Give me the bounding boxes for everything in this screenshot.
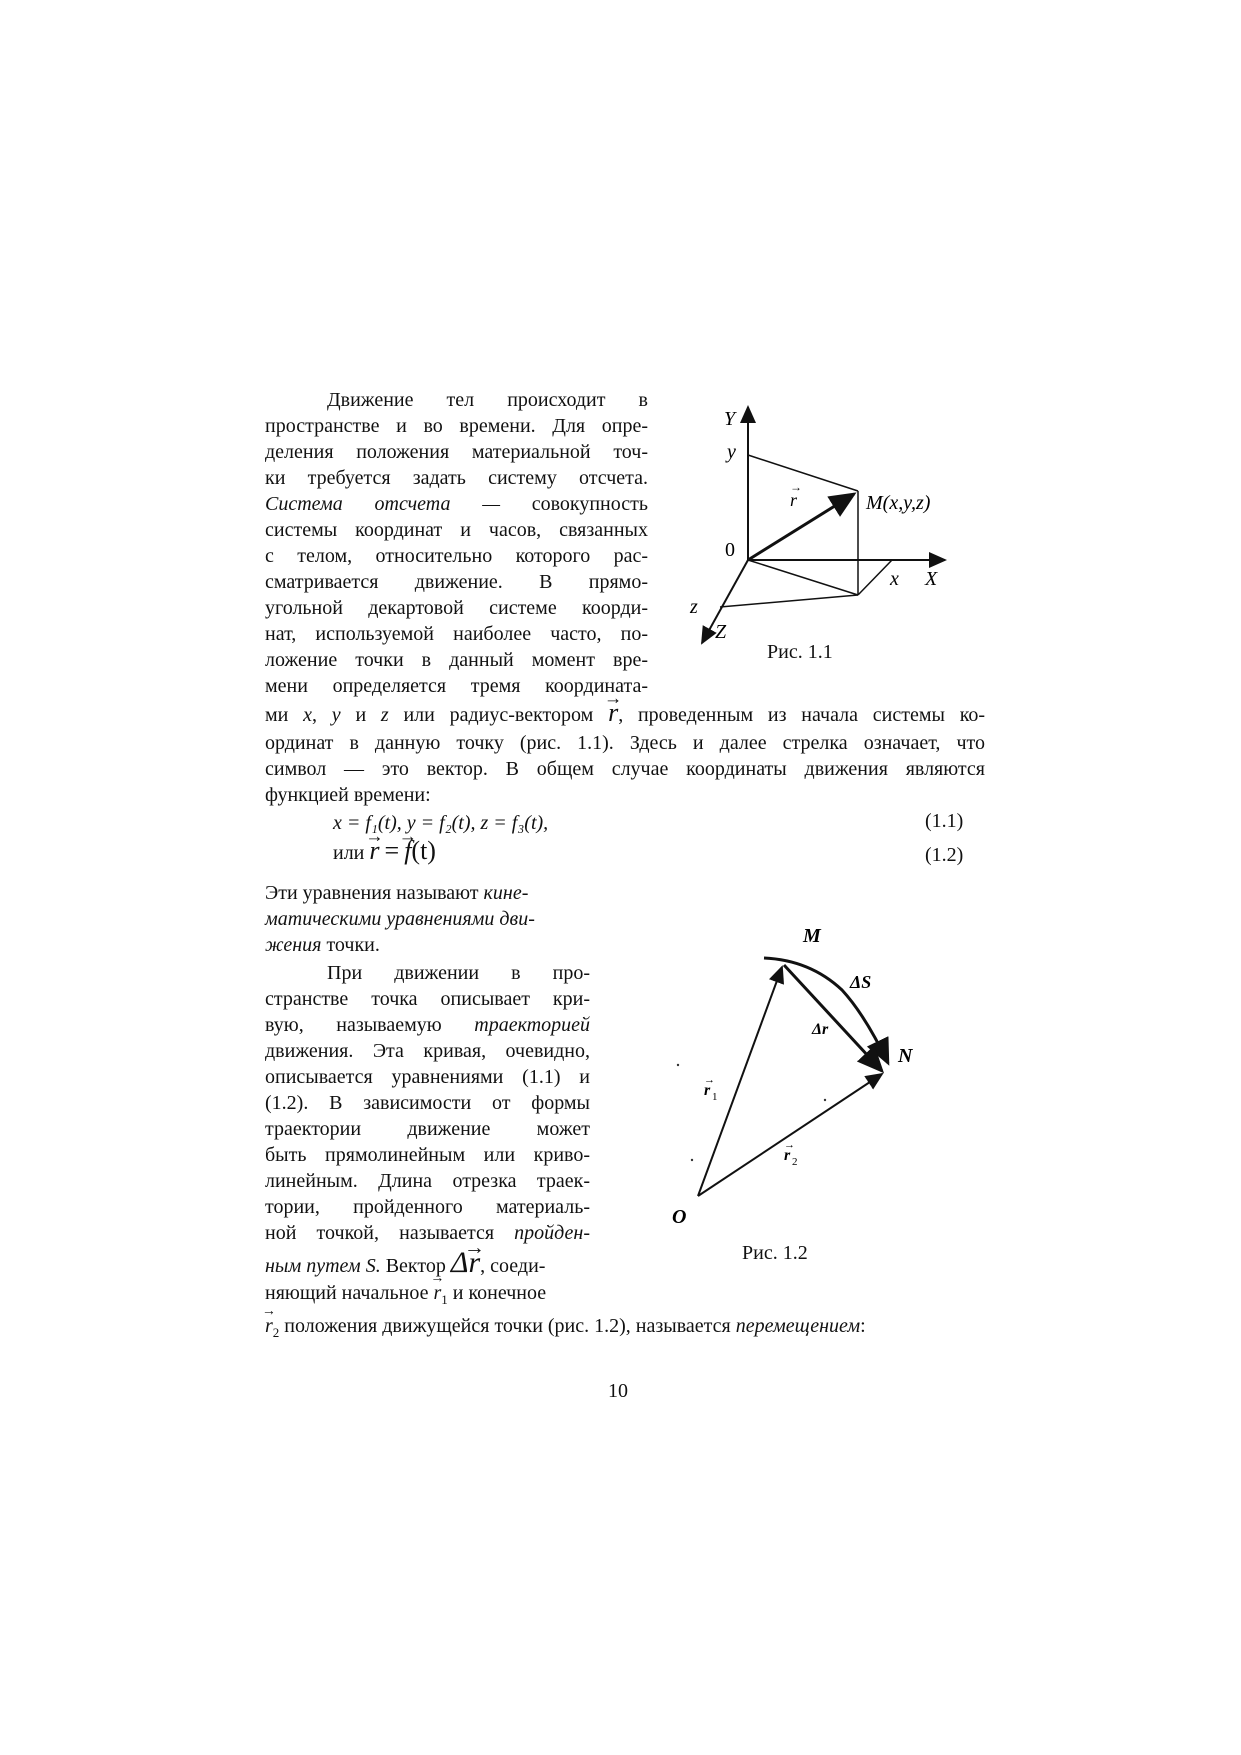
para1-line-8: сматривается движение. В прямо- [265, 571, 648, 593]
para1-line-2: пространстве и во времени. Для опре- [265, 415, 648, 437]
para1-line-1: Движение тел происходит в [327, 389, 648, 411]
r-vector-symbol: → r [608, 700, 618, 726]
term-trajectory: траекторией [474, 1014, 591, 1036]
para3-line-6: (1.2). В зависимости от формы [265, 1092, 590, 1114]
label-delta-r: Δr [812, 1021, 829, 1038]
r2-vector-arrow [698, 1074, 882, 1196]
para1-line-7: с телом, относительно которого рас- [265, 545, 648, 567]
svg-text:→: → [790, 480, 802, 494]
para2-line-2: матическими уравнениями дви- [265, 908, 535, 930]
label-Y: Y [724, 408, 736, 430]
projection-y-line [748, 455, 858, 491]
delta-r-symbol: → r [468, 1250, 480, 1276]
label-r2-sub: 2 [792, 1156, 798, 1168]
projection-diagonal-line [748, 560, 858, 595]
label-r1-sub: 1 [712, 1091, 718, 1103]
label-r2: r [784, 1147, 791, 1164]
para1-line-9: угольной декартовой системе коорди- [265, 597, 648, 619]
svg-text:→: → [704, 1074, 715, 1086]
label-delta-S: ΔS [850, 972, 872, 992]
figure-1-1-caption: Рис. 1.1 [767, 641, 833, 663]
para3-line-9: линейным. Длина отрезка траек- [265, 1170, 590, 1192]
radius-vector-arrow [748, 494, 854, 560]
svg-text:→: → [784, 1139, 795, 1151]
para3-line-3: вую, называемую траекторией [265, 1014, 591, 1036]
figure-1-2 [660, 920, 930, 1230]
para1-line-6: системы координат и часов, связанных [265, 519, 648, 541]
para3-line-1: При движении в про- [327, 962, 590, 984]
para3-line-5: описывается уравнениями (1.1) и [265, 1066, 590, 1088]
label-x: x [890, 568, 899, 590]
term-path: пройден- [514, 1222, 590, 1244]
label-r1: r [704, 1082, 711, 1099]
label-M: M(x,y,z) [866, 492, 931, 514]
para1-line-5: Система отсчета — совокупность [265, 493, 648, 515]
para3-line-13: няющий начальное → $r_1$ и конечное [265, 1280, 590, 1313]
equation-1-2: или → r = → f(t) [333, 838, 733, 866]
para1-line-10: нат, используемой наиболее часто, по- [265, 623, 648, 645]
para3-line-11: ной точкой, называется пройден- [265, 1222, 590, 1244]
label-y: y [727, 441, 736, 463]
projection-z-line [720, 595, 858, 607]
label-N-point: N [898, 1045, 913, 1067]
para3-line-10: тории, пройденного материаль- [265, 1196, 590, 1218]
page-number: 10 [608, 1380, 628, 1402]
figure-1-2-caption: Рис. 1.2 [742, 1242, 808, 1264]
para1-line-11: ложение точки в данный момент вре- [265, 649, 648, 671]
label-r: r [790, 490, 798, 510]
para1-line-3: деления положения материальной точ- [265, 441, 648, 463]
projection-x-line [858, 560, 892, 595]
figure-1-1 [680, 395, 980, 655]
para1-line-12: мени определяется тремя координата- [265, 675, 648, 697]
para2-line-3: жения точки. [265, 934, 380, 956]
last-line: → $r_2$ положения движущейся точки (рис. 1.2), называется перемещением: [265, 1313, 985, 1346]
wide-line-2: ординат в данную точку (рис. 1.1). Здесь и далее стрелка означает, что [265, 732, 985, 754]
label-X: X [925, 568, 938, 590]
equation-1-2-number: (1.2) [925, 844, 964, 866]
equation-1-1: x = f₁(t), y = f₂(t), z = f₃(t), [333, 812, 549, 834]
para3-line-7: траектории движение может [265, 1118, 590, 1140]
para3-line-12: ным путем S. Вектор Δ→ r, соеди- [265, 1250, 590, 1279]
para1-line-4: ки требуется задать систему отсчета. [265, 467, 648, 489]
wide-line-1: ми x, y и z или радиус-вектором → r, проведенным из начала системы ко- [265, 700, 985, 728]
label-Z: Z [715, 621, 727, 643]
label-z: z [690, 596, 698, 618]
wide-line-4: функцией времени: [265, 784, 431, 806]
label-O-origin: O [672, 1206, 687, 1228]
para3-line-2: странстве точка описывает кри- [265, 988, 590, 1010]
label-M-point: M [803, 925, 821, 947]
para3-line-4: движения. Эта кривая, очевидно, [265, 1040, 590, 1062]
para2-line-1: Эти уравнения называют кине- [265, 882, 529, 904]
equation-1-1-number: (1.1) [925, 810, 964, 832]
wide-line-3: символ — это вектор. В общем случае координаты движения являются [265, 758, 985, 780]
para3-line-8: быть прямолинейным или криво- [265, 1144, 590, 1166]
label-origin: 0 [725, 539, 735, 561]
term-reference-system: Система отсчета — [265, 493, 500, 515]
